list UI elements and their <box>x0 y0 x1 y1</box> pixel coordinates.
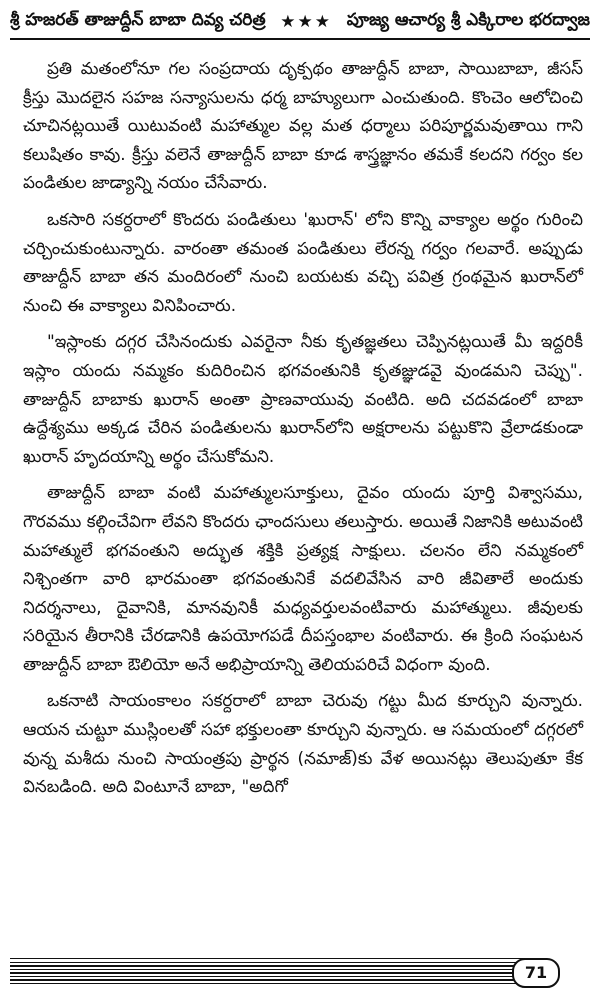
page-footer <box>10 950 590 990</box>
footer-rules <box>10 958 540 987</box>
page-body <box>23 54 583 809</box>
paragraph-4: తాజుద్దీన్ బాబా వంటి మహాత్ములసూక్తులు, దైవం యందు పూర్తి విశ్వాసము, గౌరవము కల్గించేవిగా లేవని కొందరు ఛాందసులు తలుస్తారు. అయితే నిజానికి అటువంటి మహాత్ములే భగవంతుని అద్భుత శక్తికి ప్రత్యక్ష సాక్షులు. చలనం లేని నమ్మకంలో నిశ్చింతగా వారి భారమంతా భగవంతునికే వదలివేసిన వారి జీవితాలే అందుకు నిదర్శనాలు, దైవానికి, మానవునికీ మధ్యవర్తులవంటివారు మహాత్ములు. జీవులకు సరియైన తీరానికి చేరడానికి ఉపయోగపడే దీపస్తంభాల వంటివారు. ఈ క్రింది సంఘటన తాజుద్దీన్ బాబా ఔలియో అనే అభిప్రాయాన్ని తెలియపరిచే విధంగా వుంది. <box>23 482 583 674</box>
paragraph-5: ఒకనాటి సాయంకాలం సకర్దరాలో బాబా చెరువు గట్టు మీద కూర్చుని వున్నారు. ఆయన చుట్టూ ముస్లింలతో సహా భక్తులంతా కూర్చుని వున్నారు. ఆ సమయంలో దగ్గరలో వున్న మశీదు నుంచి సాయంత్రపు ప్రార్థన (నమాజ్)కు వేళ అయినట్లు తెలుపుతూ కేక వినబడింది. అది వింటూనే బాబా, "అదిగో <box>23 690 583 797</box>
author-name: పూజ్య ఆచార్య శ్రీ ఎక్కిరాల భరద్వాజ <box>346 10 590 30</box>
running-header <box>10 6 590 40</box>
book-title: శ్రీ హజరత్ తాజుద్దీన్ బాబా దివ్య చరిత్ర <box>10 10 266 30</box>
star-separator-icon: ★★★ <box>280 12 333 32</box>
paragraph-1: ప్రతి మతంలోనూ గల సంప్రదాయ దృక్పథం తాజుద్దీన్ బాబా, సాయిబాబా, జీసస్ క్రీస్తు మొదలైన సహజ సన్యాసులను ధర్మ బాహ్యులుగా ఎంచుతుంది. కొంచెం ఆలోచించి చూచినట్లయితే యిటువంటి మహాత్ముల వల్ల మత ధర్మాలు పరిపూర్ణమవుతాయి గాని కలుషితం కావు. క్రీస్తు వలెనే తాజుద్దీన్ బాబా కూడ శాస్త్రజ్ఞానం తమకే కలదని గర్వం కల పండితుల జాడ్యాన్ని నయం చేసేవారు. <box>23 58 583 193</box>
paragraph-2: ఒకసారి సకర్దరాలో కొందరు పండితులు 'ఖురాన్' లోని కొన్ని వాక్యాల అర్థం గురించి చర్చించుకుంటున్నారు. వారంతా తమంత పండితులు లేరన్న గర్వం గలవారే. అప్పుడు తాజుద్దీన్ బాబా తన మందిరంలో నుంచి బయటకు వచ్చి పవిత్ర గ్రంథమైన ఖురాన్‌లో నుంచి ఈ వాక్యాలు వినిపించారు. <box>23 208 583 315</box>
page-number: 71 <box>512 958 560 988</box>
paragraph-3: "ఇస్లాంకు దగ్గర చేసినందుకు ఎవరైనా నీకు కృతజ్ఞతలు చెప్పినట్లయితే మీ ఇద్దరికీ ఇస్లాం యందు నమ్మకం కుదిరించిన భగవంతునికి కృతజ్ఞుడవై వుండమని చెప్పు". తాజుద్దీన్ బాబాకు ఖురాన్ అంతా ప్రాణవాయువు వంటిది. అది చదవడంలో బాబా ఉద్దేశ్యము అక్కడ చేరిన పండితులను ఖురాన్‌లోని అక్షరాలను పట్టుకొని వ్రేలాడకుండా ఖురాన్ హృదయాన్ని అర్థం చేసుకోమని. <box>23 331 583 466</box>
